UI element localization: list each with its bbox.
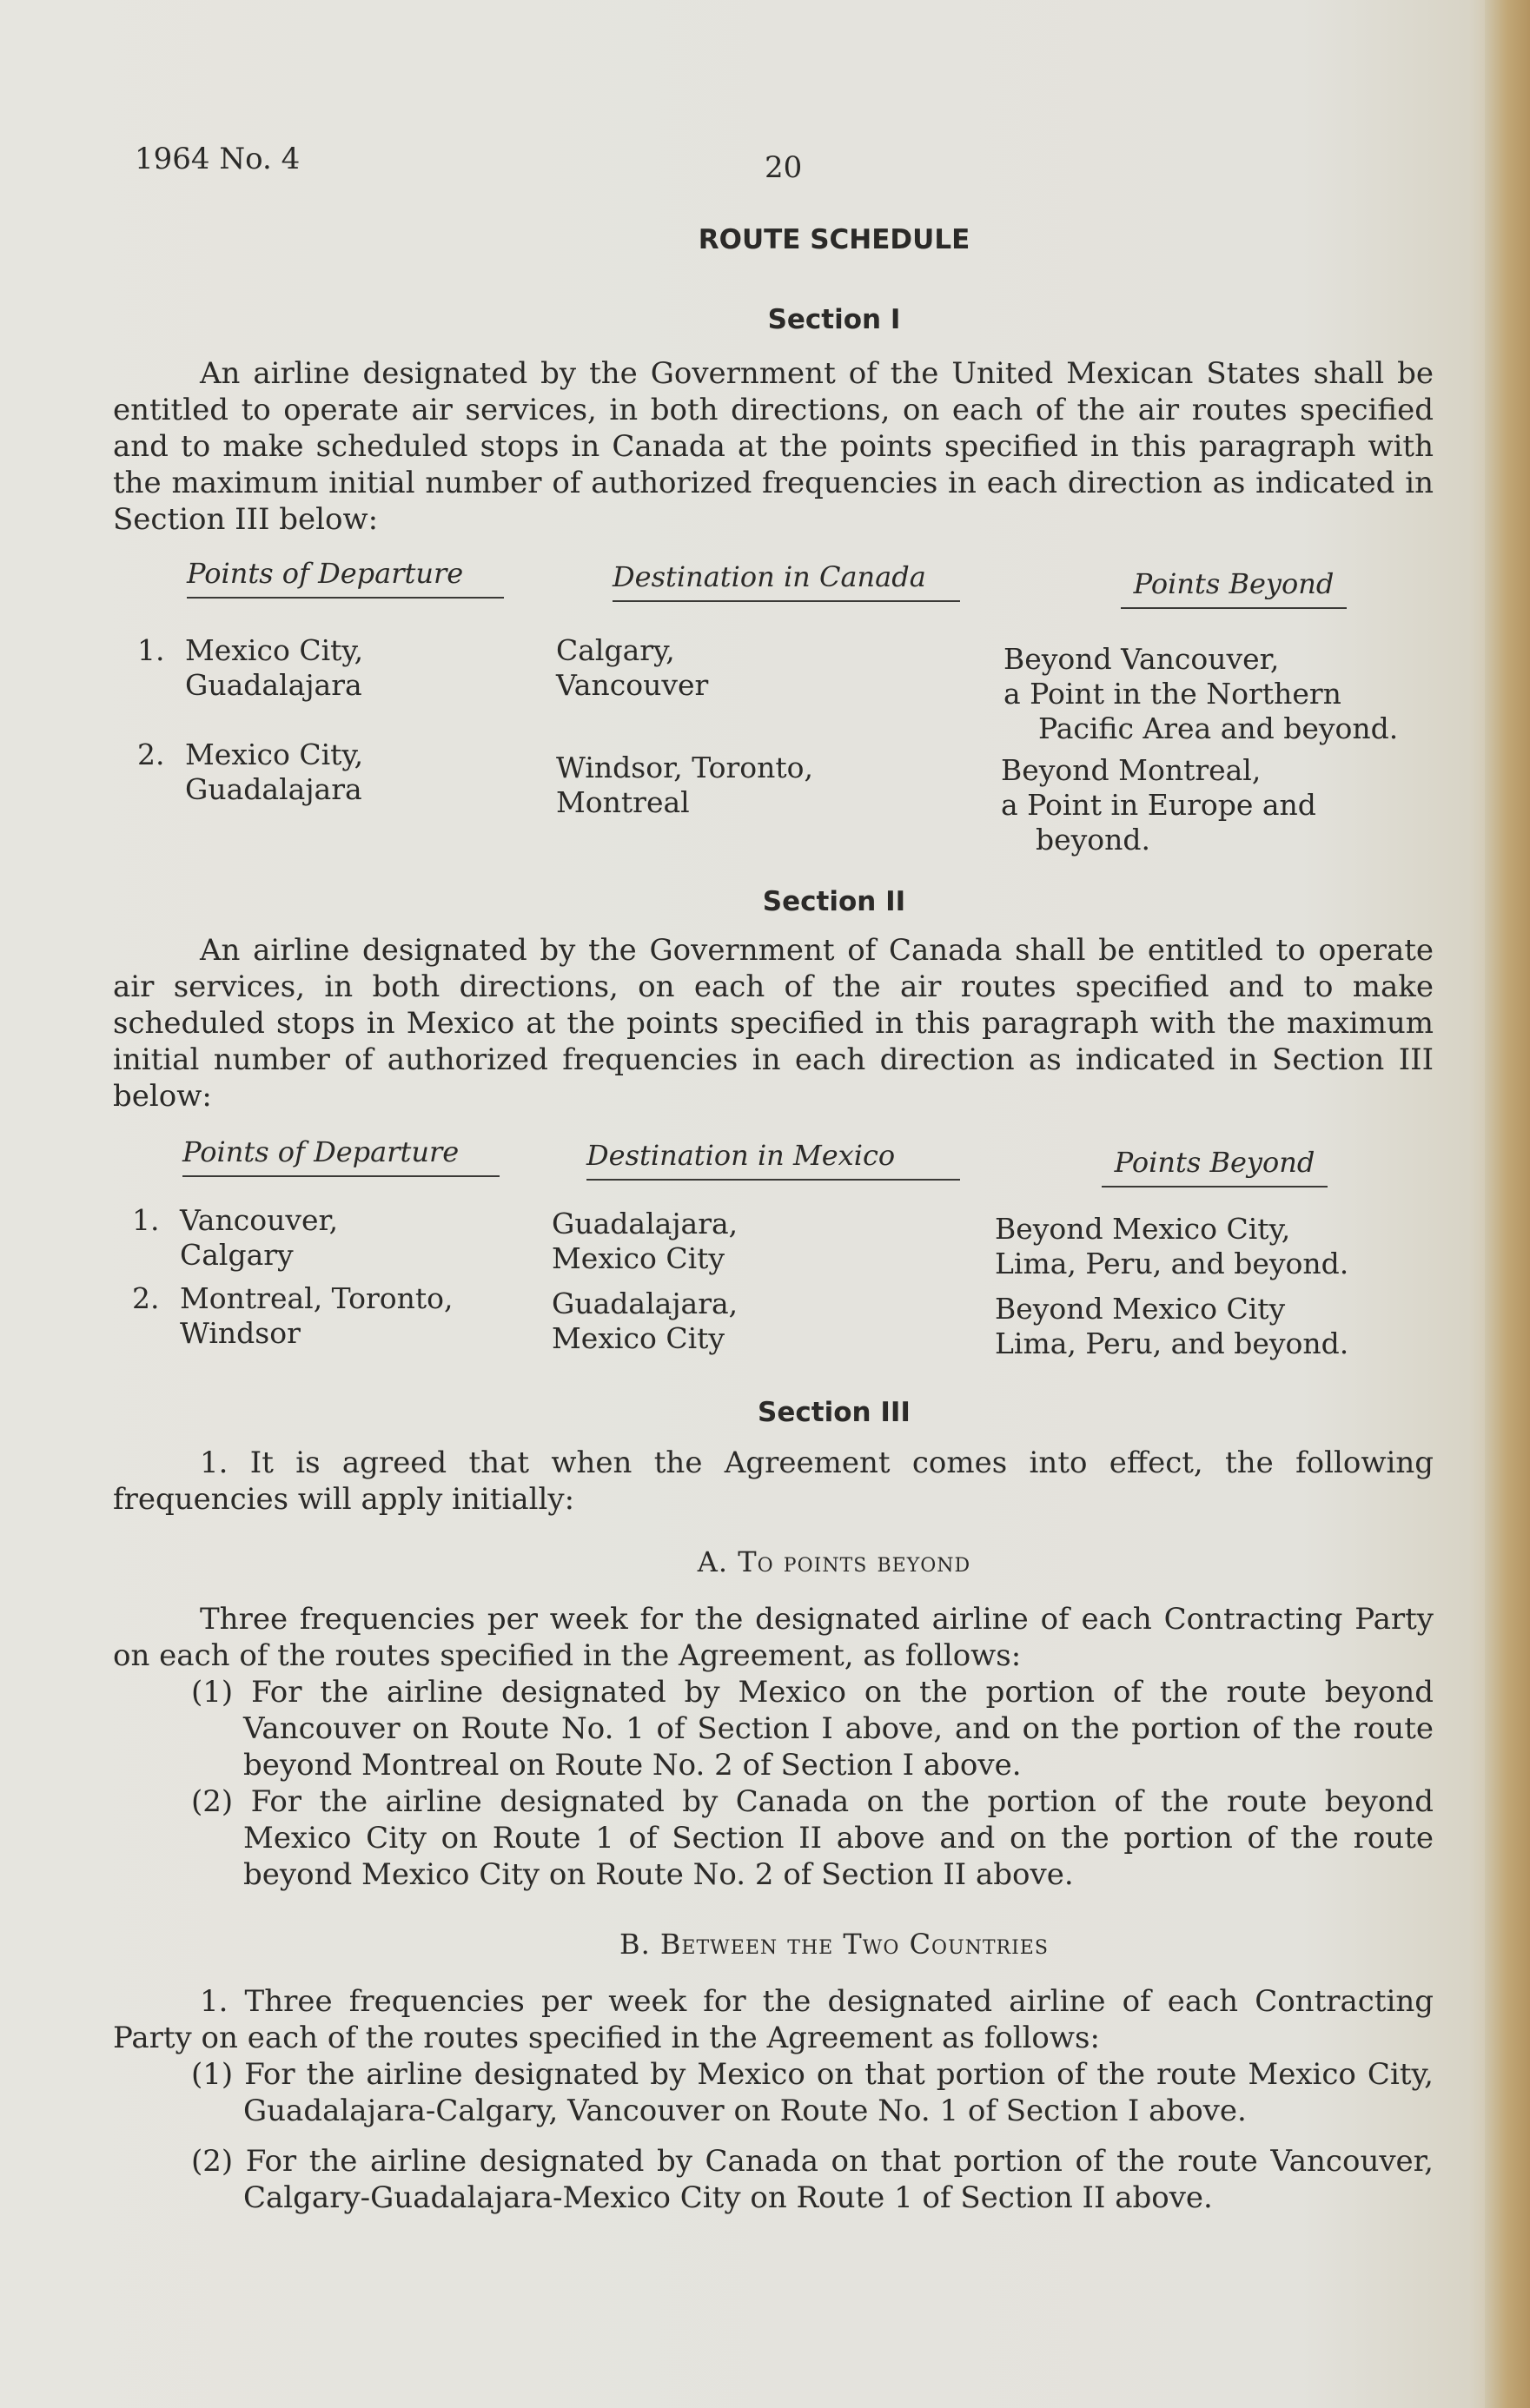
list-item: (1) For the airline designated by Mexico on the portion of the route beyond Vancouver on Route No. 1 of Section I above, and on the portion of the route beyond Montreal on Route No. 2 of Section I above. [191,1675,1434,1783]
page-content [113,130,1451,2216]
subsection-b-paragraph: 1. Three frequencies per week for the designated airline of each Contracting Party on each of the routes specified in the Agreement as follows: [113,1984,1434,2055]
running-header [113,130,1451,185]
book-spine [1485,0,1530,2408]
table-row-1-departure: 1. Mexico City, Guadalajara [137,633,364,702]
table-row-2-destination: Guadalajara, Mexico City [552,1287,739,1355]
table-row-2-departure: 2. Montreal, Toronto, Windsor [132,1281,454,1350]
page-number: 20 [765,150,803,185]
table-row-1-departure: 1. Vancouver, Calgary [132,1203,339,1272]
column-header-departure: Points of Departure [182,1134,500,1177]
list-item: (2) For the airline designated by Canada on that portion of the route Vancouver, Calgary-Guadalajara-Mexico City on Route 1 of Section II above. [191,2144,1434,2215]
table-row-2-destination: Windsor, Toronto, Montreal [556,751,814,819]
section-1-paragraph: An airline designated by the Government of the United Mexican States shall be entitled to operate air services, in both directions, on each of the air routes specified and to make scheduled stops in Canada at the points specified in this paragraph with the maximum initial number of authorized frequencies in each direction as indicated in Section III below: [113,356,1434,537]
column-header-beyond: Points Beyond [1121,566,1347,609]
table-row-1-beyond: Beyond Vancouver, a Point in the Northern Pacific Area and beyond. [1003,642,1399,745]
section-3-heading: Section III [758,1397,911,1428]
column-header-departure: Points of Departure [187,555,504,599]
header-citation: 1964 No. 4 [135,142,301,176]
section-2-heading: Section II [762,886,906,917]
page-title: ROUTE SCHEDULE [698,224,970,255]
section-2-route-table [113,1134,1451,1386]
table-row-2-beyond: Beyond Mexico City Lima, Peru, and beyond. [995,1292,1349,1360]
table-row-1-destination: Calgary, Vancouver [556,633,709,702]
subheading-b: B. Between the Two Countries [619,1928,1049,1961]
list-item: (2) For the airline designated by Canada on the portion of the route beyond Mexico City on Route 1 of Section II above and on the portion of the route beyond Mexico City on Route No. 2 of Section II above. [191,1784,1434,1892]
table-row-2-beyond: Beyond Montreal, a Point in Europe and beyond. [1001,753,1316,857]
subsection-a-paragraph: Three frequencies per week for the designated airline of each Contracting Party on each of the routes specified in the Agreement, as follows: [113,1602,1434,1673]
section-1-heading: Section I [767,304,901,335]
column-header-destination: Destination in Mexico [586,1137,960,1181]
table-row-1-destination: Guadalajara, Mexico City [552,1207,739,1275]
column-header-destination: Destination in Canada [613,559,960,602]
list-item: (1) For the airline designated by Mexico on that portion of the route Mexico City, Guadalajara-Calgary, Vancouver on Route No. 1 of Section I above. [191,2057,1434,2128]
subheading-a: A. To points beyond [697,1545,971,1578]
section-2-paragraph: An airline designated by the Government of Canada shall be entitled to operate air services, in both directions, on each of the air routes specified and to make scheduled stops in Mexico at the points specified in this paragraph with the maximum initial number of authorized frequencies in each direction as indicated in Section III below: [113,933,1434,1114]
column-header-beyond: Points Beyond [1102,1144,1328,1187]
section-3-intro: 1. It is agreed that when the Agreement comes into effect, the following frequencies will apply initially: [113,1445,1434,1517]
section-1-route-table [113,555,1451,877]
table-row-1-beyond: Beyond Mexico City, Lima, Peru, and beyond. [995,1212,1349,1280]
table-row-2-departure: 2. Mexico City, Guadalajara [137,738,364,806]
